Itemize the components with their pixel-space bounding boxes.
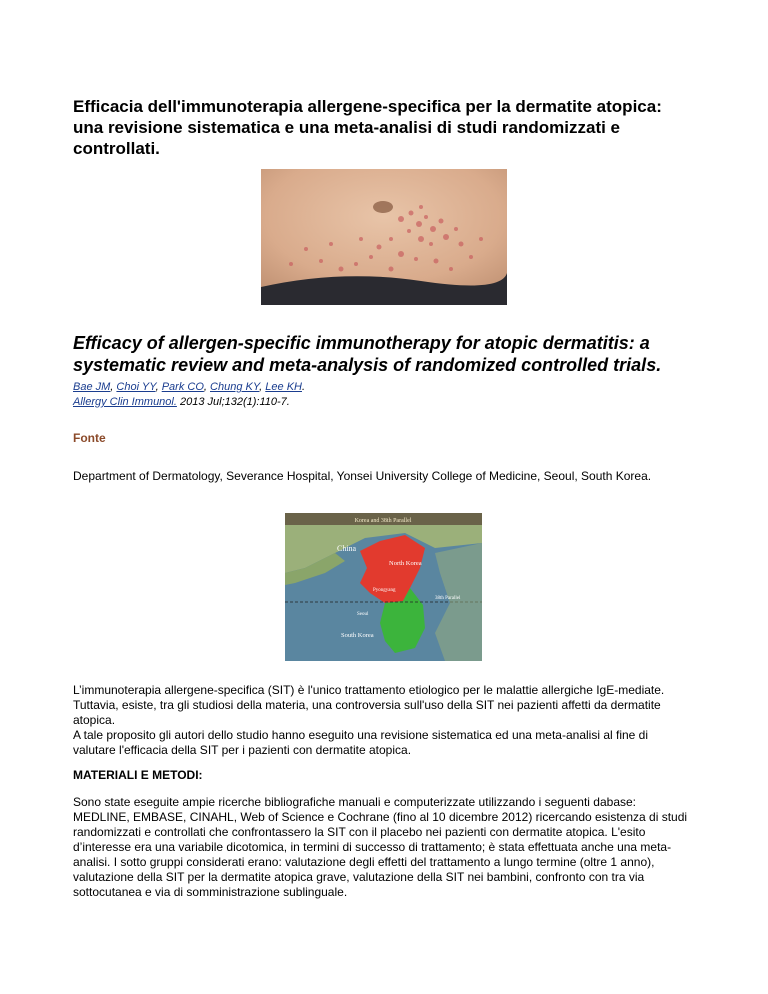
map-label-pyongyang: Pyongyang bbox=[373, 588, 396, 593]
citation: Bae JM, Choi YY, Park CO, Chung KY, Lee KH. Allergy Clin Immunol. 2013 Jul;132(1):110-7. bbox=[73, 381, 306, 408]
italian-title: Efficacia dell'immunoterapia allergene-specifica per la dermatite atopica: una revisione sistematica e una meta-analisi di studi randomizzati e controllati. bbox=[73, 97, 662, 158]
map-header: Korea and 38th Parallel bbox=[354, 518, 412, 524]
dermatitis-photo bbox=[261, 169, 507, 305]
author-link[interactable]: Lee KH bbox=[265, 381, 302, 393]
methods-paragraph: Sono state eseguite ampie ricerche bibliografiche manuali e computerizzate utilizzando i seguenti dabase: MEDLINE, EMBASE, CINAHL, Web of Science e Cochrane (fino al 10 dicembre 2012) ricercando esistenza di studi randomizzati e controllati che confrontassero la SIT con il placebo nei pazienti con dermatite atopica. L'esito d’interesse era una variabile dicotomica, in termini di successo di trattamento; è stata effettuata anche una meta-analisi. I sotto gruppi considerati erano: valutazione degli effetti del trattamento a lungo termine (oltre 1 anno), valutazione della SIT per la dermatite atopica grave, valutazione della SIT nei bambini, confronto con tra via sottocutanea e via di somministrazione sublinguale. bbox=[73, 795, 688, 899]
citation-details: 2013 Jul;132(1):110-7. bbox=[176, 396, 290, 408]
map-label-china: China bbox=[337, 544, 357, 553]
author-link[interactable]: Choi YY bbox=[116, 381, 156, 393]
skin-rash-image bbox=[261, 169, 507, 305]
map-label-south-korea: South Korea bbox=[341, 632, 374, 639]
author-link[interactable]: Park CO bbox=[161, 381, 204, 393]
methods-heading: MATERIALI E METODI: bbox=[73, 768, 203, 782]
korea-map bbox=[285, 513, 482, 661]
map-label-north-korea: North Korea bbox=[389, 560, 422, 567]
intro-section bbox=[73, 683, 693, 758]
intro-paragraph: A tale proposito gli autori dello studio hanno eseguito una revisione sistematica ed una meta-analisi al fine di valutare l'efficacia della SIT per i pazienti con dermatite atopica. bbox=[73, 728, 649, 757]
english-title: Efficacy of allergen-specific immunotherapy for atopic dermatitis: a systematic review and meta-analysis of randomized controlled trials. bbox=[73, 333, 662, 375]
fonte-heading: Fonte bbox=[73, 431, 106, 445]
korea-map-image bbox=[285, 513, 482, 661]
map-label-seoul: Seoul bbox=[357, 612, 369, 617]
affiliation: Department of Dermatology, Severance Hospital, Yonsei University College of Medicine, Seoul, South Korea. bbox=[73, 469, 652, 483]
author-link[interactable]: Bae JM bbox=[73, 381, 111, 393]
journal-link[interactable]: Allergy Clin Immunol. bbox=[73, 396, 177, 408]
author-link[interactable]: Chung KY bbox=[210, 381, 260, 393]
intro-paragraph: L’immunoterapia allergene-specifica (SIT) è l'unico trattamento etiologico per le malattie allergiche IgE-mediate. Tuttavia, esiste, tra gli studiosi della materia, una controversia sull'uso della SIT nei pazienti affetti da dermatite atopica. bbox=[73, 683, 665, 727]
map-label-parallel: 38th Parallel bbox=[435, 596, 461, 601]
